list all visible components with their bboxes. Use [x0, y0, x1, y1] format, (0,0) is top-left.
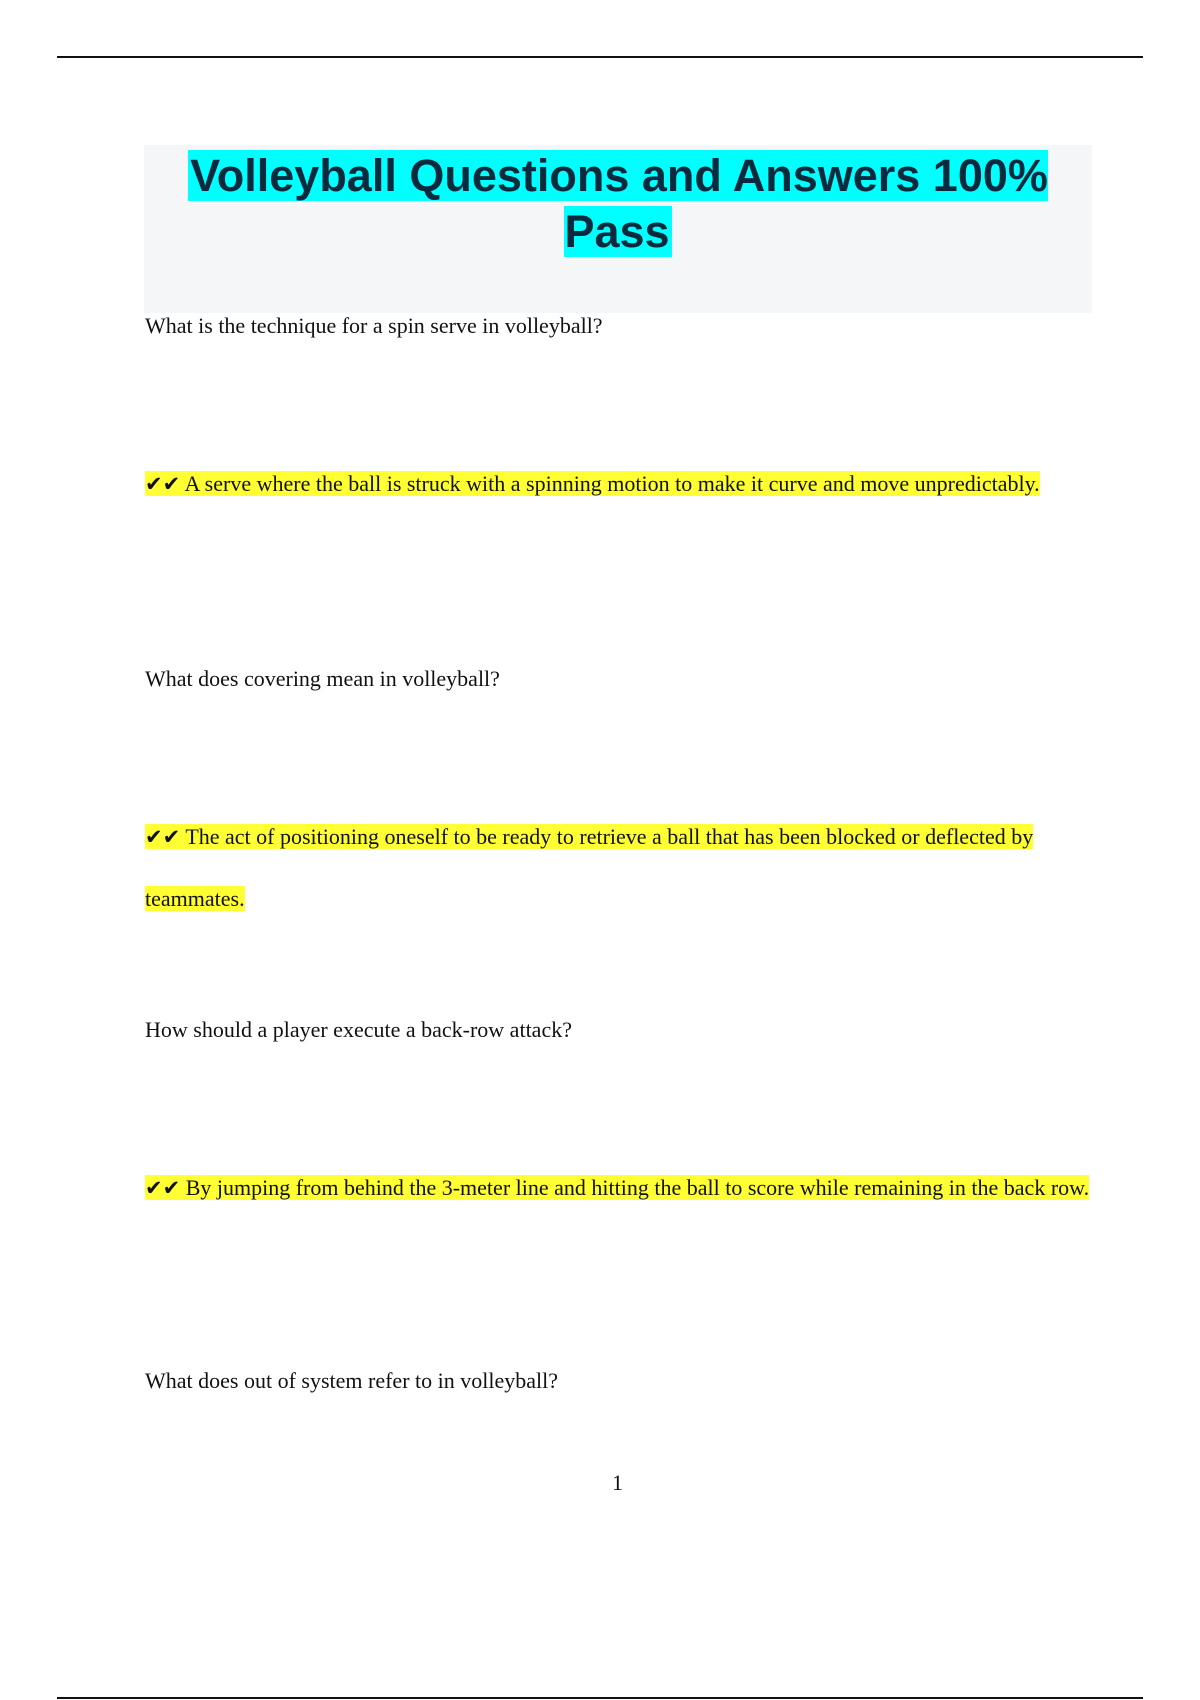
answer: [145, 806, 1095, 929]
qa-item: [145, 1360, 1095, 1402]
check-icon: ✔✔: [145, 825, 181, 849]
footer-rule: [57, 1697, 1143, 1699]
title-block: [144, 145, 1092, 313]
qa-item: [145, 305, 1095, 496]
question-text: What does covering mean in volleyball?: [145, 666, 500, 691]
question-text: How should a player execute a back-row attack?: [145, 1017, 572, 1042]
answer-text: The act of positioning oneself to be ready to retrieve a ball that has been blocked or deflected by teammates.: [145, 824, 1034, 911]
question-text: What is the technique for a spin serve in volleyball?: [145, 313, 603, 338]
check-icon: ✔✔: [145, 472, 181, 496]
qa-item: [145, 658, 1095, 911]
answer-text: A serve where the ball is struck with a spinning motion to make it curve and move unpredictably.: [184, 471, 1040, 496]
answer: [145, 453, 1095, 515]
header-rule: [57, 56, 1143, 58]
page-number: 1: [612, 1470, 623, 1495]
check-icon: ✔✔: [145, 1176, 181, 1200]
qa-item: [145, 1009, 1095, 1200]
document-title-text: Volleyball Questions and Answers 100% Pass: [190, 150, 1048, 257]
question-text: What does out of system refer to in volleyball?: [145, 1368, 558, 1393]
answer: [145, 1157, 1095, 1219]
answer-text: By jumping from behind the 3-meter line and hitting the ball to score while remaining in the back row.: [185, 1175, 1090, 1200]
document-title: [144, 145, 1092, 260]
